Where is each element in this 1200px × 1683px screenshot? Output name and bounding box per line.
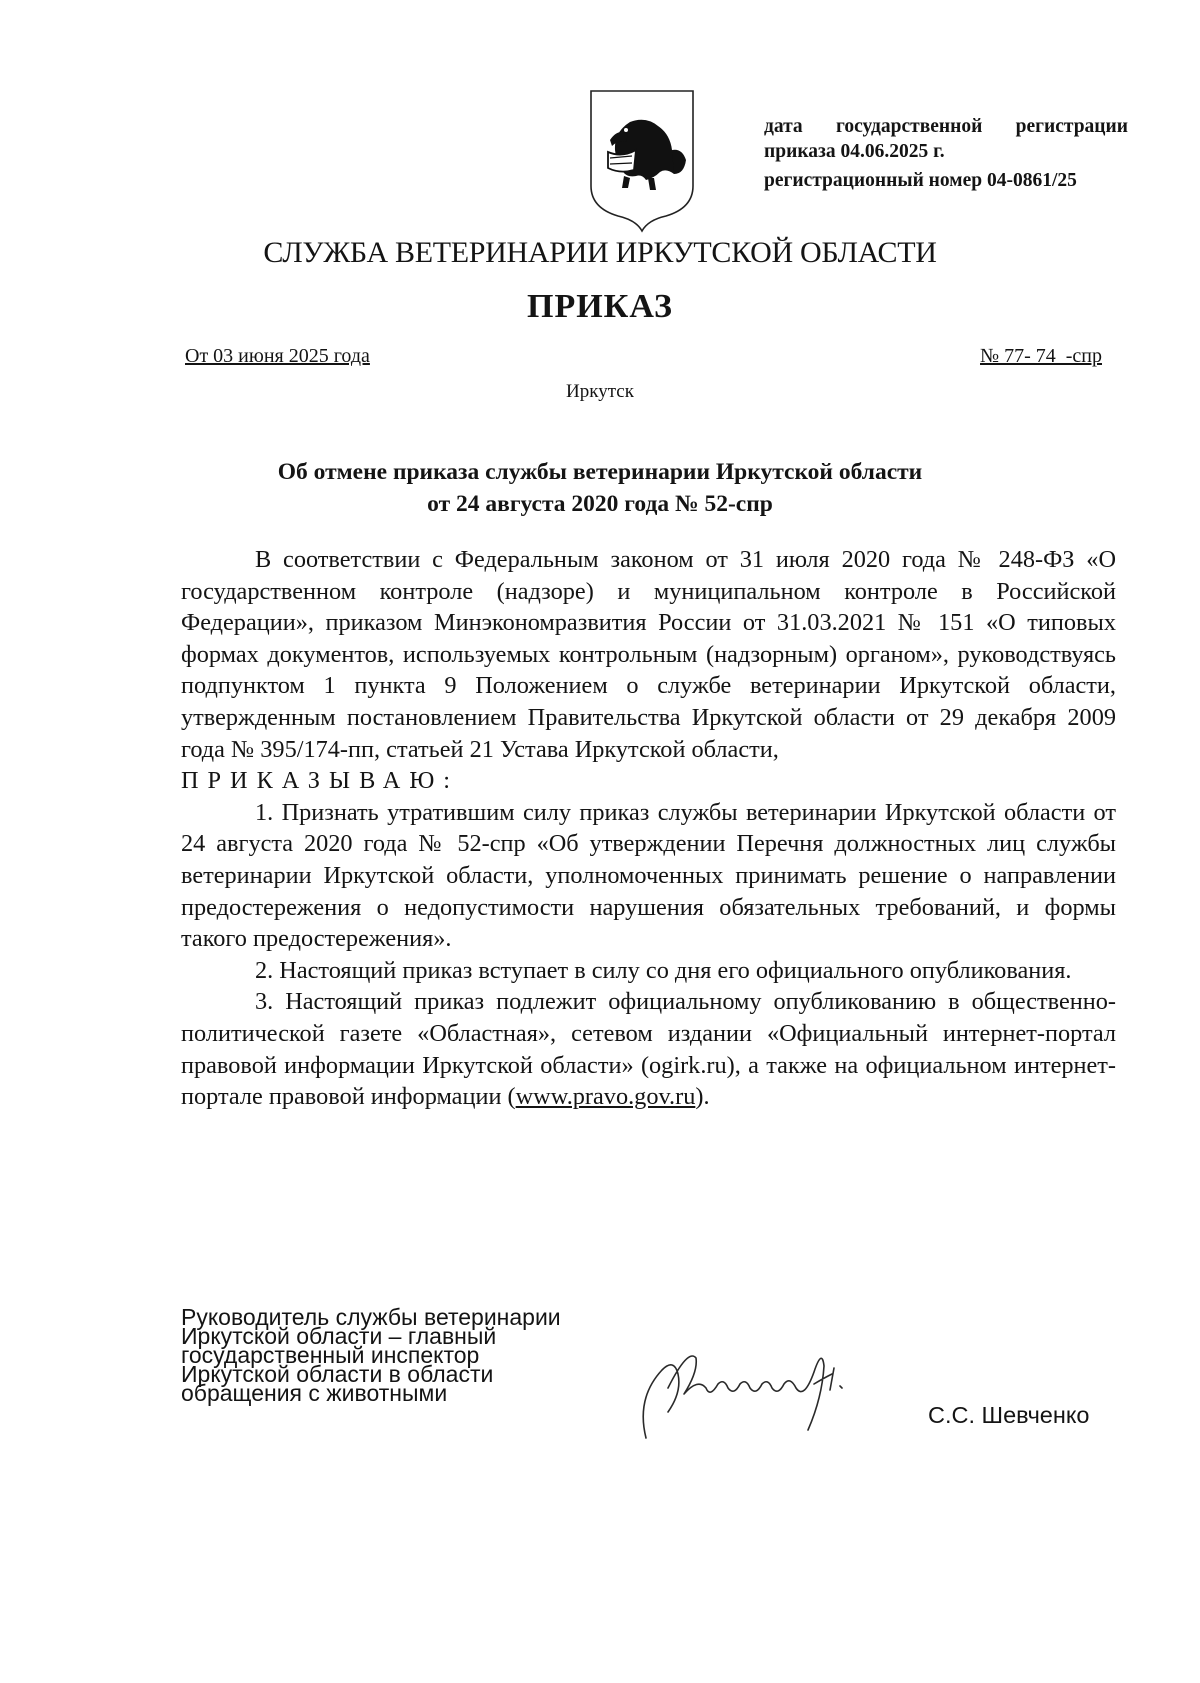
position-line: Руководитель службы ветеринарии	[181, 1304, 561, 1330]
order-number: № 77- 74 -спр	[980, 345, 1102, 367]
document-title	[0, 456, 1200, 520]
signer-position	[181, 1304, 561, 1406]
item-3-end: ).	[695, 1083, 710, 1111]
coat-of-arms-icon	[588, 88, 696, 234]
position-line: государственный инспектор	[181, 1342, 480, 1368]
document-body	[181, 544, 1116, 1113]
item-2-paragraph: 2. Настоящий приказ вступает в силу со дня его официального опубликования.	[255, 956, 1072, 984]
position-line: Иркутской области – главный	[181, 1323, 497, 1349]
registration-date-line: дата государственной регистрации	[764, 116, 1128, 137]
signer-name: С.С. Шевченко	[928, 1402, 1090, 1428]
title-line-1: Об отмене приказа службы ветеринарии Иркутской области	[277, 459, 923, 485]
city: Иркутск	[566, 381, 634, 402]
position-line: Иркутской области в области	[181, 1361, 494, 1387]
order-word: ПРИКАЗЫВАЮ:	[181, 767, 460, 795]
item-3-text: 3. Настоящий приказ подлежит официальному опубликованию в общественно-политической газете «Областная», сетевом издании «Официальный интернет-портал правовой информации Иркутской области» (ogirk.ru), а также на официальном интернет-портале правовой информации (	[181, 988, 1116, 1111]
document-type: ПРИКАЗ	[527, 288, 673, 325]
handwritten-signature	[628, 1328, 898, 1448]
title-line-2: от 24 августа 2020 года № 52-спр	[427, 491, 773, 517]
item-3-paragraph	[181, 986, 1116, 1112]
order-date: От 03 июня 2025 года	[185, 345, 370, 367]
registration-number: регистрационный номер 04-0861/25	[764, 170, 1077, 191]
position-line: обращения с животными	[181, 1380, 448, 1406]
registration-date-value: приказа 04.06.2025 г.	[764, 141, 945, 162]
item-1-paragraph: 1. Признать утратившим силу приказ службы ветеринарии Иркутской области от 24 августа 2020 года № 52-спр «Об утверждении Перечня должностных лиц службы ветеринарии Иркутской области, уполномоченных принимать решение о направлении предостережения о недопустимости нарушения обязательных требований, и формы такого предостережения».	[181, 798, 1116, 953]
preamble-paragraph: В соответствии с Федеральным законом от 31 июля 2020 года № 248-ФЗ «О государственном контроле (надзоре) и муниципальном контроле в Российской Федерации», приказом Минэкономразвития России от 31.03.2021 № 151 «О типовых формах документов, используемых контрольным (надзорным) органом», руководствуясь подпунктом 1 пункта 9 Положением о службе ветеринарии Иркутской области, утвержденным постановлением Правительства Иркутской области от 29 декабря 2009 года № 395/174-пп, статьей 21 Устава Иркутской области,	[181, 546, 1116, 763]
pravo-link[interactable]: www.pravo.gov.ru	[515, 1083, 696, 1111]
agency-name: СЛУЖБА ВЕТЕРИНАРИИ ИРКУТСКОЙ ОБЛАСТИ	[263, 236, 937, 269]
